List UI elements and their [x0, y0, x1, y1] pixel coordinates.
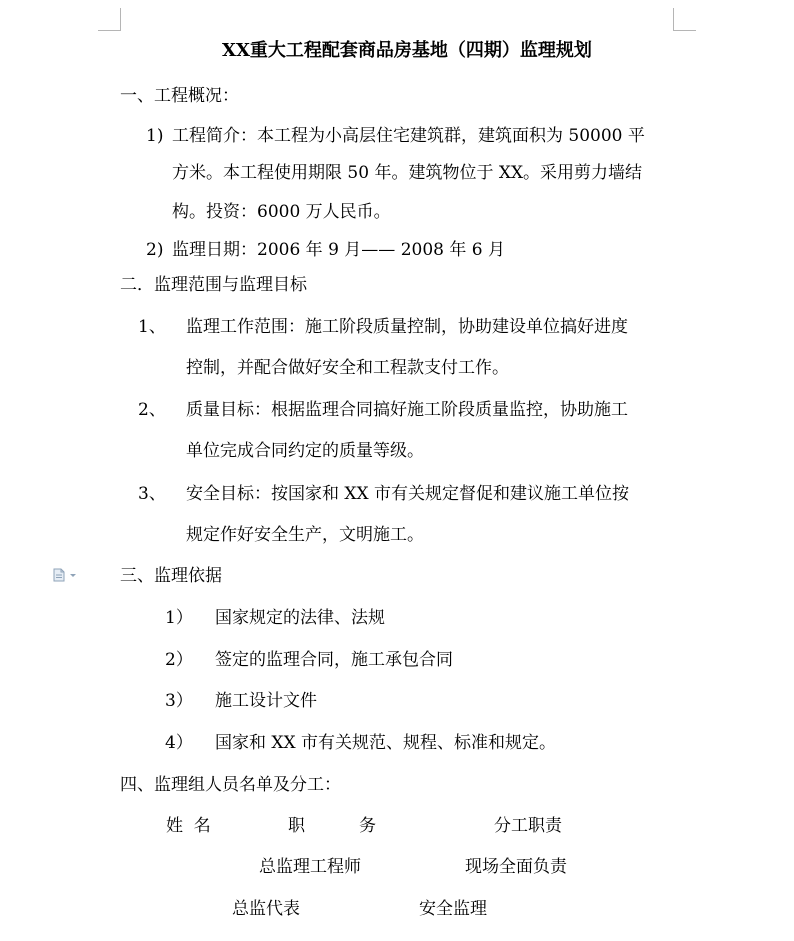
paragraph-line: 国家规定的法律、法规: [215, 608, 385, 628]
table-cell-position: 总监代表: [232, 899, 300, 919]
paragraph-line: 控制，并配合做好安全和工程款支付工作。: [186, 358, 509, 378]
table-cell-duty: 现场全面负责: [465, 857, 567, 877]
item-number: 2、: [138, 400, 166, 420]
table-cell-position: 总监理工程师: [259, 857, 361, 877]
paragraph-line: 构。投资：6000 万人民币。: [172, 202, 391, 222]
item-number: 4）: [165, 733, 193, 753]
section-heading-3: 三、监理依据: [120, 566, 222, 586]
paragraph-line: 安全目标：按国家和 XX 市有关规定督促和建议施工单位按: [186, 484, 630, 504]
paragraph-line: 规定作好安全生产，文明施工。: [186, 525, 424, 545]
paragraph-line: 监理工作范围：施工阶段质量控制，协助建设单位搞好进度: [186, 317, 628, 337]
paragraph-line: 方米。本工程使用期限 50 年。建筑物位于 XX。采用剪力墙结: [172, 163, 643, 183]
page-corner-mark-top-left: [98, 8, 121, 31]
item-number: 3、: [138, 484, 166, 504]
paragraph-line: 单位完成合同约定的质量等级。: [186, 441, 424, 461]
paragraph-line: 施工设计文件: [215, 691, 317, 711]
paragraph-line: 监理日期：2006 年 9 月—— 2008 年 6 月: [172, 240, 505, 260]
item-number: 3）: [165, 691, 193, 711]
table-header-duty: 分工职责: [494, 816, 562, 836]
paragraph-line: 工程简介：本工程为小高层住宅建筑群，建筑面积为 50000 平: [172, 126, 645, 146]
item-number: 2）: [165, 650, 193, 670]
document-paragraph-icon[interactable]: [52, 567, 80, 581]
table-header-name: 姓 名: [166, 816, 211, 836]
table-header-position: 职 务: [288, 816, 377, 836]
paragraph-line: 签定的监理合同，施工承包合同: [215, 650, 453, 670]
item-number: 1): [146, 126, 164, 146]
item-number: 1）: [165, 608, 193, 628]
document-title: XX重大工程配套商品房基地（四期）监理规划: [222, 40, 592, 61]
paragraph-line: 质量目标：根据监理合同搞好施工阶段质量监控，协助施工: [186, 400, 628, 420]
paragraph-line: 国家和 XX 市有关规范、规程、标准和规定。: [215, 733, 557, 753]
section-heading-2: 二．监理范围与监理目标: [120, 275, 307, 295]
section-heading-1: 一、工程概况：: [120, 86, 239, 106]
table-cell-duty: 安全监理: [419, 899, 487, 919]
item-number: 1、: [138, 317, 166, 337]
section-heading-4: 四、监理组人员名单及分工：: [120, 775, 341, 795]
item-number: 2): [146, 240, 164, 260]
page-corner-mark-top-right: [673, 8, 696, 31]
